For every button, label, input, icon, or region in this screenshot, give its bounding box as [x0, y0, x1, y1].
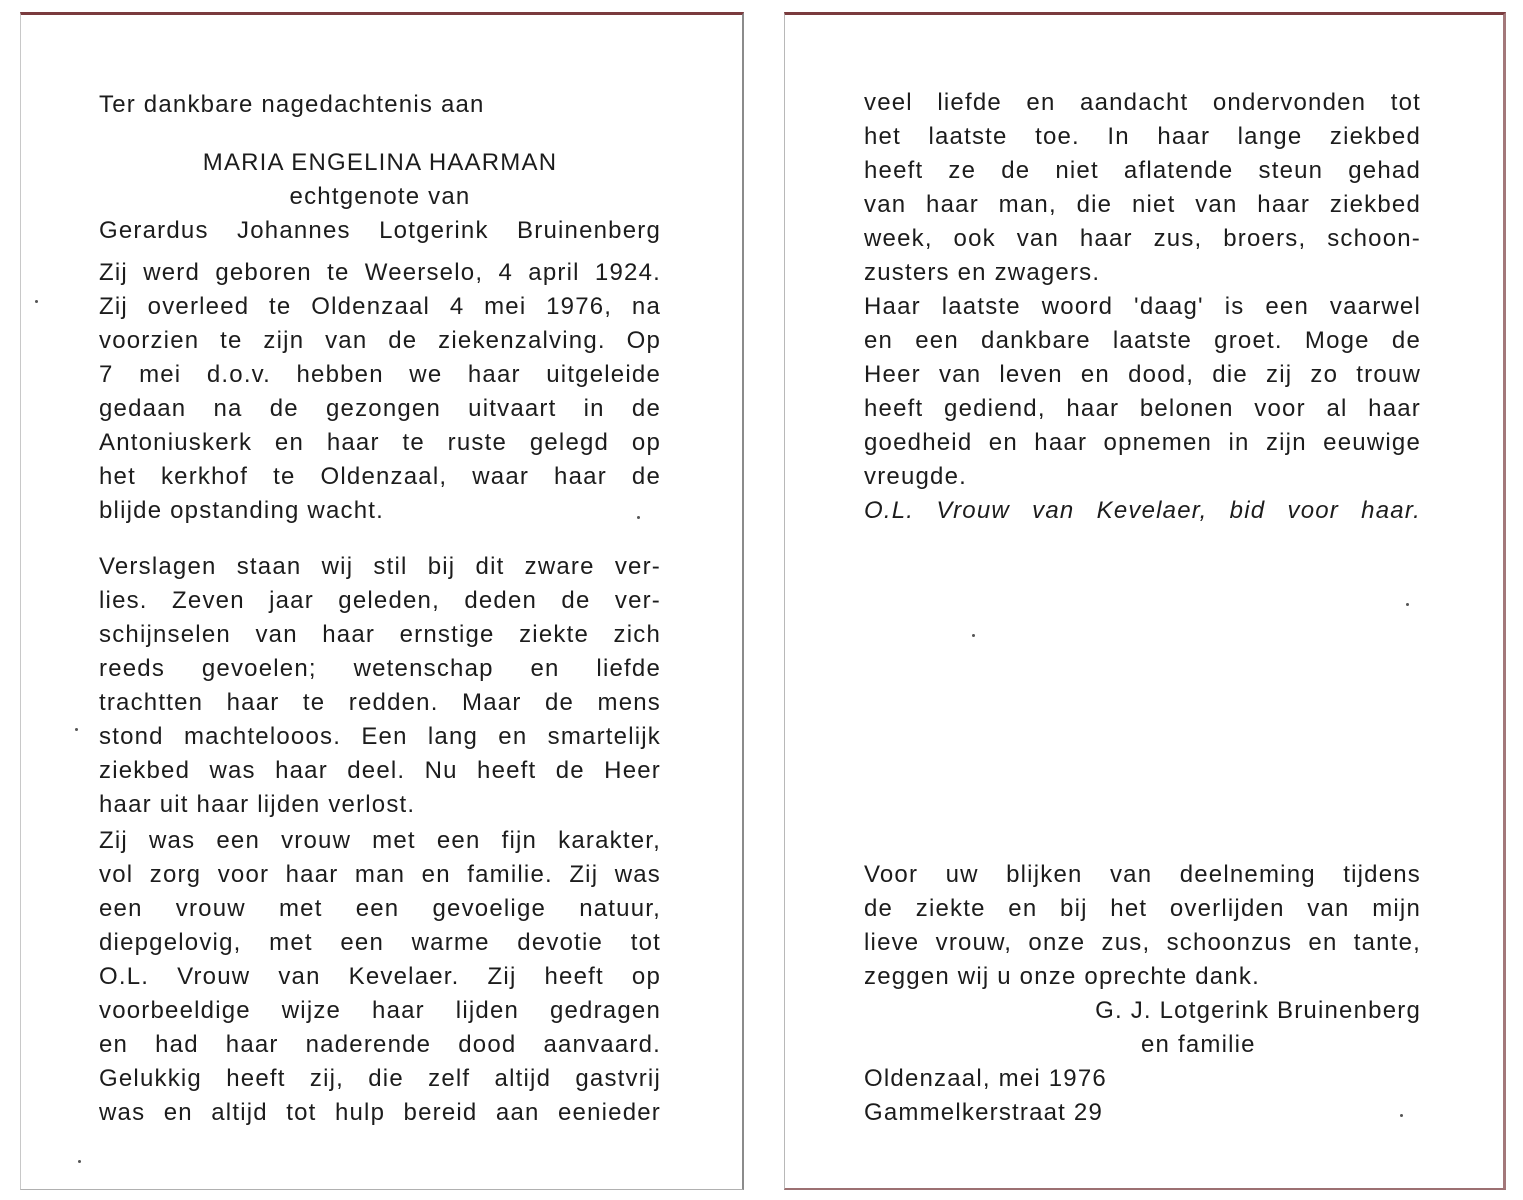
- text-line: week, ook van haar zus, broers, schoon-: [864, 225, 1421, 252]
- text-line: Antoniuskerk en haar te ruste gelegd op: [99, 429, 661, 456]
- text-line: lieve vrouw, onze zus, schoonzus en tante,: [864, 929, 1421, 956]
- text-line: en een dankbare laatste groet. Moge de: [864, 327, 1421, 354]
- signature-name: G. J. Lotgerink Bruinenberg: [1095, 997, 1421, 1024]
- text-line: 7 mei d.o.v. hebben we haar uitgeleide: [99, 361, 661, 388]
- text-line: heeft gediend, haar belonen voor al haar: [864, 395, 1421, 422]
- spouse-name: Gerardus Johannes Lotgerink Bruinenberg: [99, 217, 661, 244]
- address: Gammelkerstraat 29: [864, 1099, 1104, 1126]
- text-line: Zij overleed te Oldenzaal 4 mei 1976, na: [99, 293, 661, 320]
- text-line: van haar man, die niet van haar ziekbed: [864, 191, 1421, 218]
- text-line: blijde opstanding wacht.: [99, 497, 384, 524]
- right-paragraph-last-word: [864, 290, 1421, 528]
- text-line: heeft ze de niet aflatende steun gehad: [864, 157, 1421, 184]
- text-line: reeds gevoelen; wetenschap en liefde: [99, 655, 661, 682]
- text-line: stond machtelooos. Een lang en smartelijk: [99, 723, 661, 750]
- text-line: Haar laatste woord 'daag' is een vaarwel: [864, 293, 1421, 320]
- text-line: lies. Zeven jaar geleden, deden de ver-: [99, 587, 661, 614]
- text-line: vol zorg voor haar man en familie. Zij was: [99, 861, 661, 888]
- scan-speck: [637, 516, 640, 519]
- text-line: Heer van leven en dood, die zij zo trouw: [864, 361, 1421, 388]
- text-line: Gelukkig heeft zij, die zelf altijd gastvrij: [99, 1065, 661, 1092]
- scan-speck: [75, 728, 78, 731]
- text-line: vreugde.: [864, 463, 967, 490]
- scan-speck: [78, 1160, 81, 1163]
- text-line: haar uit haar lijden verlost.: [99, 791, 416, 818]
- text-line: goedheid en haar opnemen in zijn eeuwige: [864, 429, 1421, 456]
- text-line: Zij werd geboren te Weerselo, 4 april 1924.: [99, 259, 661, 286]
- text-line: het kerkhof te Oldenzaal, waar haar de: [99, 463, 661, 490]
- scan-speck: [35, 300, 38, 303]
- text-line: ziekbed was haar deel. Nu heeft de Heer: [99, 757, 661, 784]
- scan-speck: [972, 634, 975, 637]
- text-line: Verslagen staan wij stil bij dit zware ver-: [99, 553, 661, 580]
- intro-line: Ter dankbare nagedachtenis aan: [99, 91, 485, 118]
- text-line: zusters en zwagers.: [864, 259, 1101, 286]
- text-line: een vrouw met een gevoelige natuur,: [99, 895, 661, 922]
- text-line: gedaan na de gezongen uitvaart in de: [99, 395, 661, 422]
- prayer-line: O.L. Vrouw van Kevelaer, bid voor haar.: [864, 497, 1421, 524]
- text-line: het laatste toe. In haar lange ziekbed: [864, 123, 1421, 150]
- text-line: trachtten haar te redden. Maar de mens: [99, 689, 661, 716]
- left-paragraph-illness: [99, 550, 661, 822]
- scan-speck: [1406, 603, 1409, 606]
- right-paragraph-thanks: [864, 858, 1421, 994]
- text-line: voorbeeldige wijze haar lijden gedragen: [99, 997, 661, 1024]
- text-line: voorzien te zijn van de ziekenzalving. Op: [99, 327, 661, 354]
- text-line: diepgelovig, met een warme devotie tot: [99, 929, 661, 956]
- scan-speck: [1400, 1114, 1403, 1117]
- text-line: was en altijd tot hulp bereid aan eenieder: [99, 1099, 661, 1126]
- text-line: de ziekte en bij het overlijden van mijn: [864, 895, 1421, 922]
- text-line: O.L. Vrouw van Kevelaer. Zij heeft op: [99, 963, 661, 990]
- right-paragraph-care: [864, 86, 1421, 290]
- text-line: Voor uw blijken van deelneming tijdens: [864, 861, 1421, 888]
- text-line: Zij was een vrouw met een fijn karakter,: [99, 827, 661, 854]
- deceased-name: MARIA ENGELINA HAARMAN: [202, 149, 558, 176]
- signature-family: en familie: [1141, 1031, 1256, 1058]
- left-paragraph-birth-death: [99, 256, 661, 528]
- text-line: en had haar naderende dood aanvaard.: [99, 1031, 661, 1058]
- left-paragraph-character: [99, 824, 661, 1130]
- text-line: zeggen wij u onze oprechte dank.: [864, 963, 1260, 990]
- text-line: veel liefde en aandacht ondervonden tot: [864, 89, 1421, 116]
- spouse-label: echtgenote van: [289, 183, 471, 210]
- place-date: Oldenzaal, mei 1976: [864, 1065, 1107, 1092]
- text-line: schijnselen van haar ernstige ziekte zich: [99, 621, 661, 648]
